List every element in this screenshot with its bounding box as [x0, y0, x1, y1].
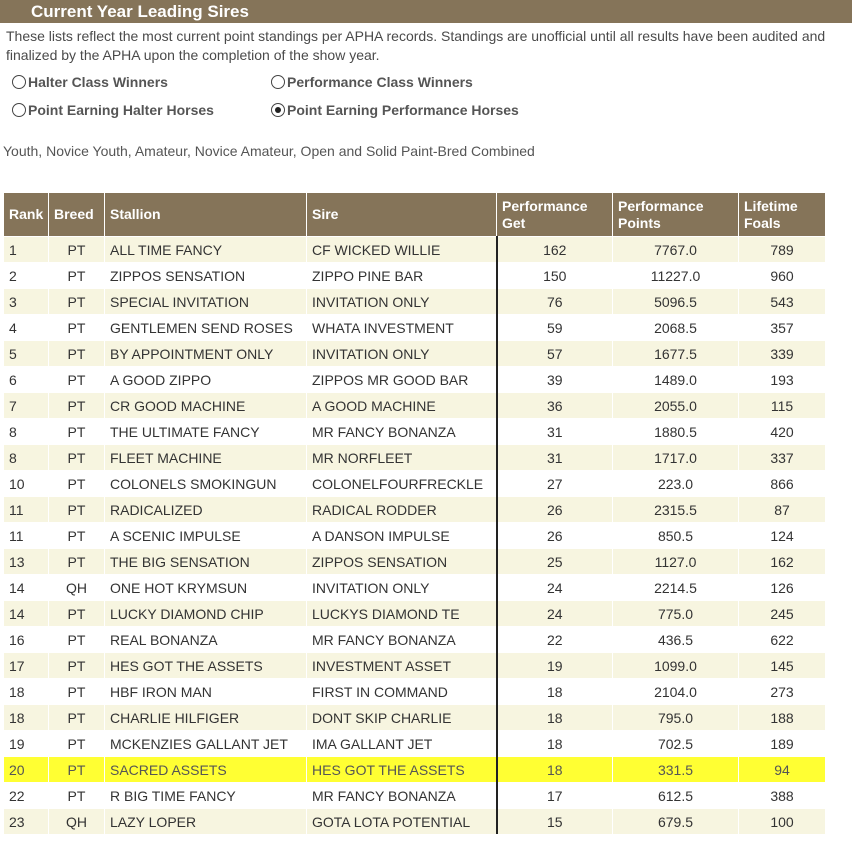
lifetime-foals-cell: 337 — [739, 445, 826, 471]
breed-cell: PT — [49, 757, 105, 783]
performance-points-cell: 1099.0 — [613, 653, 739, 679]
stallion-cell: LAZY LOPER — [105, 809, 307, 835]
rank-cell: 14 — [4, 601, 49, 627]
table-row[interactable] — [4, 445, 826, 471]
header-rank[interactable]: Rank — [4, 193, 49, 237]
lifetime-foals-cell: 622 — [739, 627, 826, 653]
stallion-cell: ZIPPOS SENSATION — [105, 263, 307, 289]
radio-label: Halter Class Winners — [28, 74, 168, 90]
breed-cell: PT — [49, 731, 105, 757]
performance-points-cell: 331.5 — [613, 757, 739, 783]
breed-cell: PT — [49, 549, 105, 575]
leading-sires-table — [3, 192, 826, 834]
breed-cell: PT — [49, 419, 105, 445]
rank-cell: 6 — [4, 367, 49, 393]
stallion-cell: REAL BONANZA — [105, 627, 307, 653]
stallion-cell: COLONELS SMOKINGUN — [105, 471, 307, 497]
lifetime-foals-cell: 357 — [739, 315, 826, 341]
breed-cell: PT — [49, 523, 105, 549]
stallion-cell: HBF IRON MAN — [105, 679, 307, 705]
performance-get-cell: 26 — [497, 523, 613, 549]
performance-get-cell: 24 — [497, 575, 613, 601]
breed-cell: PT — [49, 497, 105, 523]
performance-points-cell: 1880.5 — [613, 419, 739, 445]
rank-cell: 23 — [4, 809, 49, 835]
performance-points-cell: 5096.5 — [613, 289, 739, 315]
rank-cell: 22 — [4, 783, 49, 809]
rank-cell: 13 — [4, 549, 49, 575]
table-row[interactable] — [4, 627, 826, 653]
sire-cell: MR FANCY BONANZA — [307, 783, 497, 809]
lifetime-foals-cell: 420 — [739, 419, 826, 445]
performance-points-cell: 2315.5 — [613, 497, 739, 523]
sire-cell: INVESTMENT ASSET — [307, 653, 497, 679]
breed-cell: QH — [49, 575, 105, 601]
performance-get-cell: 36 — [497, 393, 613, 419]
stallion-cell: THE BIG SENSATION — [105, 549, 307, 575]
category-subtitle: Youth, Novice Youth, Amateur, Novice Amateur, Open and Solid Paint-Bred Combined — [3, 143, 535, 159]
stallion-cell: ALL TIME FANCY — [105, 237, 307, 263]
breed-cell: PT — [49, 471, 105, 497]
rank-cell: 19 — [4, 731, 49, 757]
lifetime-foals-cell: 94 — [739, 757, 826, 783]
performance-get-cell: 150 — [497, 263, 613, 289]
radio-performance-class-winners[interactable] — [271, 74, 473, 90]
rank-cell: 4 — [4, 315, 49, 341]
performance-get-cell: 17 — [497, 783, 613, 809]
performance-points-cell: 7767.0 — [613, 237, 739, 263]
lifetime-foals-cell: 543 — [739, 289, 826, 315]
stallion-cell: CR GOOD MACHINE — [105, 393, 307, 419]
performance-get-cell: 39 — [497, 367, 613, 393]
stallion-cell: LUCKY DIAMOND CHIP — [105, 601, 307, 627]
lifetime-foals-cell: 189 — [739, 731, 826, 757]
breed-cell: PT — [49, 289, 105, 315]
table-row[interactable] — [4, 809, 826, 835]
breed-cell: PT — [49, 679, 105, 705]
radio-indicator[interactable] — [271, 103, 285, 117]
performance-points-cell: 11227.0 — [613, 263, 739, 289]
performance-get-cell: 76 — [497, 289, 613, 315]
stallion-cell: RADICALIZED — [105, 497, 307, 523]
lifetime-foals-cell: 126 — [739, 575, 826, 601]
table-row[interactable] — [4, 393, 826, 419]
table-row[interactable] — [4, 237, 826, 263]
table-row[interactable] — [4, 289, 826, 315]
table-row[interactable] — [4, 783, 826, 809]
stallion-cell: ONE HOT KRYMSUN — [105, 575, 307, 601]
sire-cell: LUCKYS DIAMOND TE — [307, 601, 497, 627]
radio-halter-class-winners[interactable] — [12, 74, 168, 90]
header-performance-points[interactable]: Performance Points — [613, 193, 739, 237]
table-row[interactable] — [4, 601, 826, 627]
rank-cell: 8 — [4, 419, 49, 445]
performance-get-cell: 162 — [497, 237, 613, 263]
sire-cell: INVITATION ONLY — [307, 575, 497, 601]
sire-cell: INVITATION ONLY — [307, 289, 497, 315]
rank-cell: 7 — [4, 393, 49, 419]
sire-cell: INVITATION ONLY — [307, 341, 497, 367]
breed-cell: PT — [49, 263, 105, 289]
stallion-cell: A GOOD ZIPPO — [105, 367, 307, 393]
performance-points-cell: 436.5 — [613, 627, 739, 653]
table-row[interactable] — [4, 367, 826, 393]
sire-cell: IMA GALLANT JET — [307, 731, 497, 757]
table-row[interactable] — [4, 497, 826, 523]
performance-points-cell: 2214.5 — [613, 575, 739, 601]
section-title: Current Year Leading Sires — [31, 2, 249, 21]
performance-points-cell: 2104.0 — [613, 679, 739, 705]
performance-get-cell: 31 — [497, 445, 613, 471]
stallion-cell: HES GOT THE ASSETS — [105, 653, 307, 679]
sire-cell: MR FANCY BONANZA — [307, 627, 497, 653]
breed-cell: PT — [49, 705, 105, 731]
performance-points-cell: 223.0 — [613, 471, 739, 497]
stallion-cell: THE ULTIMATE FANCY — [105, 419, 307, 445]
rank-cell: 8 — [4, 445, 49, 471]
rank-cell: 3 — [4, 289, 49, 315]
performance-points-cell: 1717.0 — [613, 445, 739, 471]
performance-points-cell: 679.5 — [613, 809, 739, 835]
performance-get-cell: 19 — [497, 653, 613, 679]
stallion-cell: BY APPOINTMENT ONLY — [105, 341, 307, 367]
performance-get-cell: 31 — [497, 419, 613, 445]
rank-cell: 2 — [4, 263, 49, 289]
performance-points-cell: 612.5 — [613, 783, 739, 809]
rank-cell: 16 — [4, 627, 49, 653]
radio-point-earning-halter-horses[interactable] — [12, 102, 214, 118]
table-row-highlighted[interactable] — [4, 757, 826, 783]
stallion-cell: CHARLIE HILFIGER — [105, 705, 307, 731]
performance-points-cell: 2055.0 — [613, 393, 739, 419]
table-row[interactable] — [4, 419, 826, 445]
breed-cell: PT — [49, 315, 105, 341]
sire-cell: A GOOD MACHINE — [307, 393, 497, 419]
performance-get-cell: 22 — [497, 627, 613, 653]
lifetime-foals-cell: 245 — [739, 601, 826, 627]
sire-cell: ZIPPOS MR GOOD BAR — [307, 367, 497, 393]
table-row[interactable] — [4, 731, 826, 757]
lifetime-foals-cell: 162 — [739, 549, 826, 575]
breed-cell: PT — [49, 445, 105, 471]
table-row[interactable] — [4, 471, 826, 497]
sire-cell: HES GOT THE ASSETS — [307, 757, 497, 783]
table-row[interactable] — [4, 679, 826, 705]
performance-get-cell: 59 — [497, 315, 613, 341]
performance-get-cell: 15 — [497, 809, 613, 835]
stallion-cell: MCKENZIES GALLANT JET — [105, 731, 307, 757]
breed-cell: PT — [49, 367, 105, 393]
sire-cell: DONT SKIP CHARLIE — [307, 705, 497, 731]
table-row[interactable] — [4, 263, 826, 289]
radio-point-earning-performance-horses[interactable] — [271, 102, 519, 118]
sire-cell: RADICAL RODDER — [307, 497, 497, 523]
lifetime-foals-cell: 388 — [739, 783, 826, 809]
table-row[interactable] — [4, 341, 826, 367]
lifetime-foals-cell: 100 — [739, 809, 826, 835]
lifetime-foals-cell: 339 — [739, 341, 826, 367]
breed-cell: PT — [49, 237, 105, 263]
radio-label: Performance Class Winners — [287, 74, 473, 90]
sire-cell: MR NORFLEET — [307, 445, 497, 471]
breed-cell: PT — [49, 341, 105, 367]
table-row[interactable] — [4, 549, 826, 575]
performance-points-cell: 1677.5 — [613, 341, 739, 367]
stallion-cell: GENTLEMEN SEND ROSES — [105, 315, 307, 341]
stallion-cell: A SCENIC IMPULSE — [105, 523, 307, 549]
performance-points-cell: 1127.0 — [613, 549, 739, 575]
sire-cell: ZIPPOS SENSATION — [307, 549, 497, 575]
table-row[interactable] — [4, 315, 826, 341]
header-sire[interactable]: Sire — [307, 193, 497, 237]
rank-cell: 1 — [4, 237, 49, 263]
lifetime-foals-cell: 188 — [739, 705, 826, 731]
stallion-cell: SACRED ASSETS — [105, 757, 307, 783]
sire-cell: COLONELFOURFRECKLE — [307, 471, 497, 497]
radio-indicator[interactable] — [271, 75, 285, 89]
stallion-cell: FLEET MACHINE — [105, 445, 307, 471]
table-row[interactable] — [4, 523, 826, 549]
lifetime-foals-cell: 789 — [739, 237, 826, 263]
performance-get-cell: 18 — [497, 705, 613, 731]
lifetime-foals-cell: 273 — [739, 679, 826, 705]
lifetime-foals-cell: 145 — [739, 653, 826, 679]
performance-get-cell: 18 — [497, 679, 613, 705]
performance-points-cell: 702.5 — [613, 731, 739, 757]
breed-cell: PT — [49, 653, 105, 679]
rank-cell: 14 — [4, 575, 49, 601]
table-row[interactable] — [4, 705, 826, 731]
lifetime-foals-cell: 960 — [739, 263, 826, 289]
rank-cell: 20 — [4, 757, 49, 783]
breed-cell: PT — [49, 783, 105, 809]
sire-cell: MR FANCY BONANZA — [307, 419, 497, 445]
rank-cell: 17 — [4, 653, 49, 679]
table-row[interactable] — [4, 653, 826, 679]
sire-cell: CF WICKED WILLIE — [307, 237, 497, 263]
breed-cell: PT — [49, 627, 105, 653]
table-row[interactable] — [4, 575, 826, 601]
performance-get-cell: 25 — [497, 549, 613, 575]
sire-cell: WHATA INVESTMENT — [307, 315, 497, 341]
radio-indicator[interactable] — [12, 75, 26, 89]
sire-cell: ZIPPO PINE BAR — [307, 263, 497, 289]
performance-get-cell: 57 — [497, 341, 613, 367]
performance-points-cell: 850.5 — [613, 523, 739, 549]
performance-get-cell: 18 — [497, 731, 613, 757]
breed-cell: PT — [49, 393, 105, 419]
header-breed[interactable]: Breed — [49, 193, 105, 237]
radio-indicator[interactable] — [12, 103, 26, 117]
lifetime-foals-cell: 866 — [739, 471, 826, 497]
stallion-cell: R BIG TIME FANCY — [105, 783, 307, 809]
radio-label: Point Earning Halter Horses — [28, 102, 214, 118]
rank-cell: 5 — [4, 341, 49, 367]
performance-get-cell: 26 — [497, 497, 613, 523]
performance-points-cell: 1489.0 — [613, 367, 739, 393]
performance-get-cell: 27 — [497, 471, 613, 497]
performance-points-cell: 2068.5 — [613, 315, 739, 341]
rank-cell: 11 — [4, 523, 49, 549]
performance-get-cell: 24 — [497, 601, 613, 627]
lifetime-foals-cell: 115 — [739, 393, 826, 419]
sire-cell: FIRST IN COMMAND — [307, 679, 497, 705]
breed-cell: PT — [49, 601, 105, 627]
section-title-bar — [0, 0, 852, 23]
header-stallion[interactable]: Stallion — [105, 193, 307, 237]
performance-points-cell: 775.0 — [613, 601, 739, 627]
header-performance-get[interactable]: Performance Get — [497, 193, 613, 237]
rank-cell: 18 — [4, 679, 49, 705]
lifetime-foals-cell: 193 — [739, 367, 826, 393]
sire-cell: GOTA LOTA POTENTIAL — [307, 809, 497, 835]
stallion-cell: SPECIAL INVITATION — [105, 289, 307, 315]
performance-get-cell: 18 — [497, 757, 613, 783]
lifetime-foals-cell: 124 — [739, 523, 826, 549]
performance-points-cell: 795.0 — [613, 705, 739, 731]
header-lifetime-foals[interactable]: Lifetime Foals — [739, 193, 826, 237]
sire-cell: A DANSON IMPULSE — [307, 523, 497, 549]
radio-label: Point Earning Performance Horses — [287, 102, 519, 118]
lifetime-foals-cell: 87 — [739, 497, 826, 523]
rank-cell: 18 — [4, 705, 49, 731]
table-header-row — [4, 193, 826, 237]
breed-cell: QH — [49, 809, 105, 835]
rank-cell: 10 — [4, 471, 49, 497]
description-text: These lists reflect the most current point standings per APHA records. Standings are unofficial until all results have been audited and finalized by the APHA upon the completion of the show year. — [6, 28, 826, 63]
rank-cell: 11 — [4, 497, 49, 523]
